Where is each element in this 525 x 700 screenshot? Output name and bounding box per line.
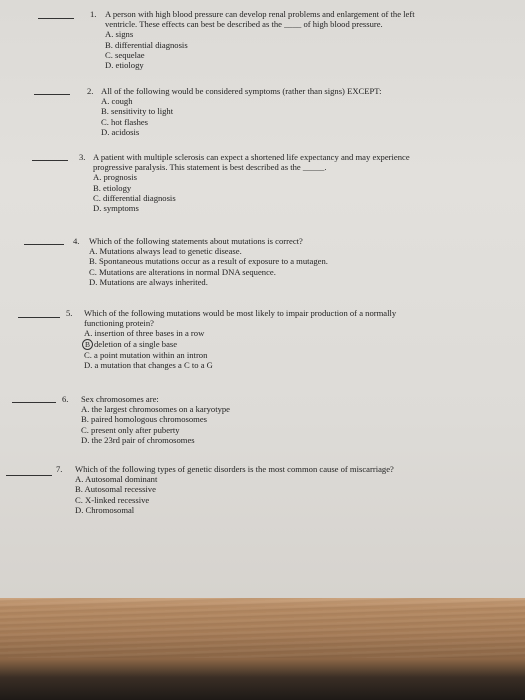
question-5-option-d[interactable]: D. a mutation that changes a C to a G — [84, 359, 213, 370]
question-7-option-a[interactable]: A. Autosomal dominant — [75, 474, 158, 485]
circled-answer-mark: B — [82, 339, 93, 350]
question-7-option-d[interactable]: D. Chromosomal — [75, 504, 135, 515]
question-7 — [75, 464, 394, 515]
question-number-2: 2. — [87, 86, 94, 96]
question-1-option-c[interactable]: C. sequelae — [105, 49, 145, 60]
question-1-stem-line-2: ventricle. These effects can best be described as the ____ of high blood pressure. — [105, 19, 383, 30]
question-2-option-a[interactable]: A. cough — [101, 96, 133, 107]
question-number-5: 5. — [66, 308, 73, 318]
question-2 — [101, 86, 382, 137]
question-6 — [81, 394, 230, 445]
question-5-stem-line-2: functioning protein? — [84, 318, 154, 329]
question-4-option-a[interactable]: A. Mutations always lead to genetic disease. — [89, 246, 242, 257]
question-5-option-a[interactable]: A. insertion of three bases in a row — [84, 328, 205, 339]
question-5-option-c[interactable]: C. a point mutation within an intron — [84, 349, 208, 360]
question-6-option-c[interactable]: C. present only after puberty — [81, 424, 180, 435]
question-2-stem-line-1: All of the following would be considered symptoms (rather than signs) EXCEPT: — [101, 86, 382, 96]
question-4-option-c[interactable]: C. Mutations are alterations in normal DNA sequence. — [89, 266, 276, 277]
question-number-6: 6. — [62, 394, 69, 404]
question-4-option-b[interactable]: B. Spontaneous mutations occur as a result of exposure to a mutagen. — [89, 256, 328, 267]
question-5-stem-line-1: Which of the following mutations would be most likely to impair production of a normally — [84, 308, 397, 318]
question-number-1: 1. — [90, 9, 97, 19]
question-3-option-b[interactable]: B. etiology — [93, 182, 132, 193]
question-7-stem-line-1: Which of the following types of genetic disorders is the most common cause of miscarriage? — [75, 464, 394, 474]
question-1-option-a[interactable]: A. signs — [105, 29, 134, 40]
question-1-option-b[interactable]: B. differential diagnosis — [105, 39, 188, 50]
question-6-option-a[interactable]: A. the largest chromosomes on a karyotype — [81, 404, 231, 415]
answer-blank-4[interactable] — [24, 244, 64, 245]
question-3 — [93, 152, 410, 213]
question-4-option-d[interactable]: D. Mutations are always inherited. — [89, 276, 208, 287]
answer-blank-6[interactable] — [12, 402, 56, 403]
question-number-4: 4. — [73, 236, 80, 246]
question-5-option-b[interactable] — [84, 339, 396, 350]
question-3-stem-line-1: A patient with multiple sclerosis can expect a shortened life expectancy and may experience — [93, 152, 410, 162]
question-7-option-b[interactable]: B. Autosomal recessive — [75, 484, 156, 495]
answer-blank-5[interactable] — [18, 317, 60, 318]
question-4 — [89, 236, 328, 287]
question-1 — [105, 9, 415, 70]
question-1-stem-line-1: A person with high blood pressure can develop renal problems and enlargement of the left — [105, 9, 415, 19]
question-2-option-d[interactable]: D. acidosis — [101, 126, 140, 137]
question-1-option-d[interactable]: D. etiology — [105, 60, 144, 71]
question-2-option-b[interactable]: B. sensitivity to light — [101, 106, 174, 117]
question-2-option-c[interactable]: C. hot flashes — [101, 116, 149, 127]
question-number-3: 3. — [79, 152, 86, 162]
question-4-stem-line-1: Which of the following statements about mutations is correct? — [89, 236, 303, 246]
answer-blank-7[interactable] — [6, 475, 52, 476]
answer-blank-1[interactable] — [38, 18, 74, 19]
question-5 — [84, 308, 396, 370]
question-3-stem-line-2: progressive paralysis. This statement is best described as the _____. — [93, 162, 327, 173]
answer-blank-2[interactable] — [34, 94, 70, 95]
question-3-option-a[interactable]: A. prognosis — [93, 172, 137, 183]
question-7-option-c[interactable]: C. X-linked recessive — [75, 494, 150, 505]
question-number-7: 7. — [56, 464, 63, 474]
question-6-stem-line-1: Sex chromosomes are: — [81, 394, 159, 404]
question-6-option-d[interactable]: D. the 23rd pair of chromosomes — [81, 434, 195, 445]
question-5-option-b-text: deletion of a single base — [94, 338, 178, 349]
question-3-option-d[interactable]: D. symptoms — [93, 203, 139, 214]
answer-blank-3[interactable] — [32, 160, 68, 161]
desk-wood-grain — [0, 598, 525, 658]
question-6-option-b[interactable]: B. paired homologous chromosomes — [81, 414, 208, 425]
question-3-option-c[interactable]: C. differential diagnosis — [93, 192, 176, 203]
